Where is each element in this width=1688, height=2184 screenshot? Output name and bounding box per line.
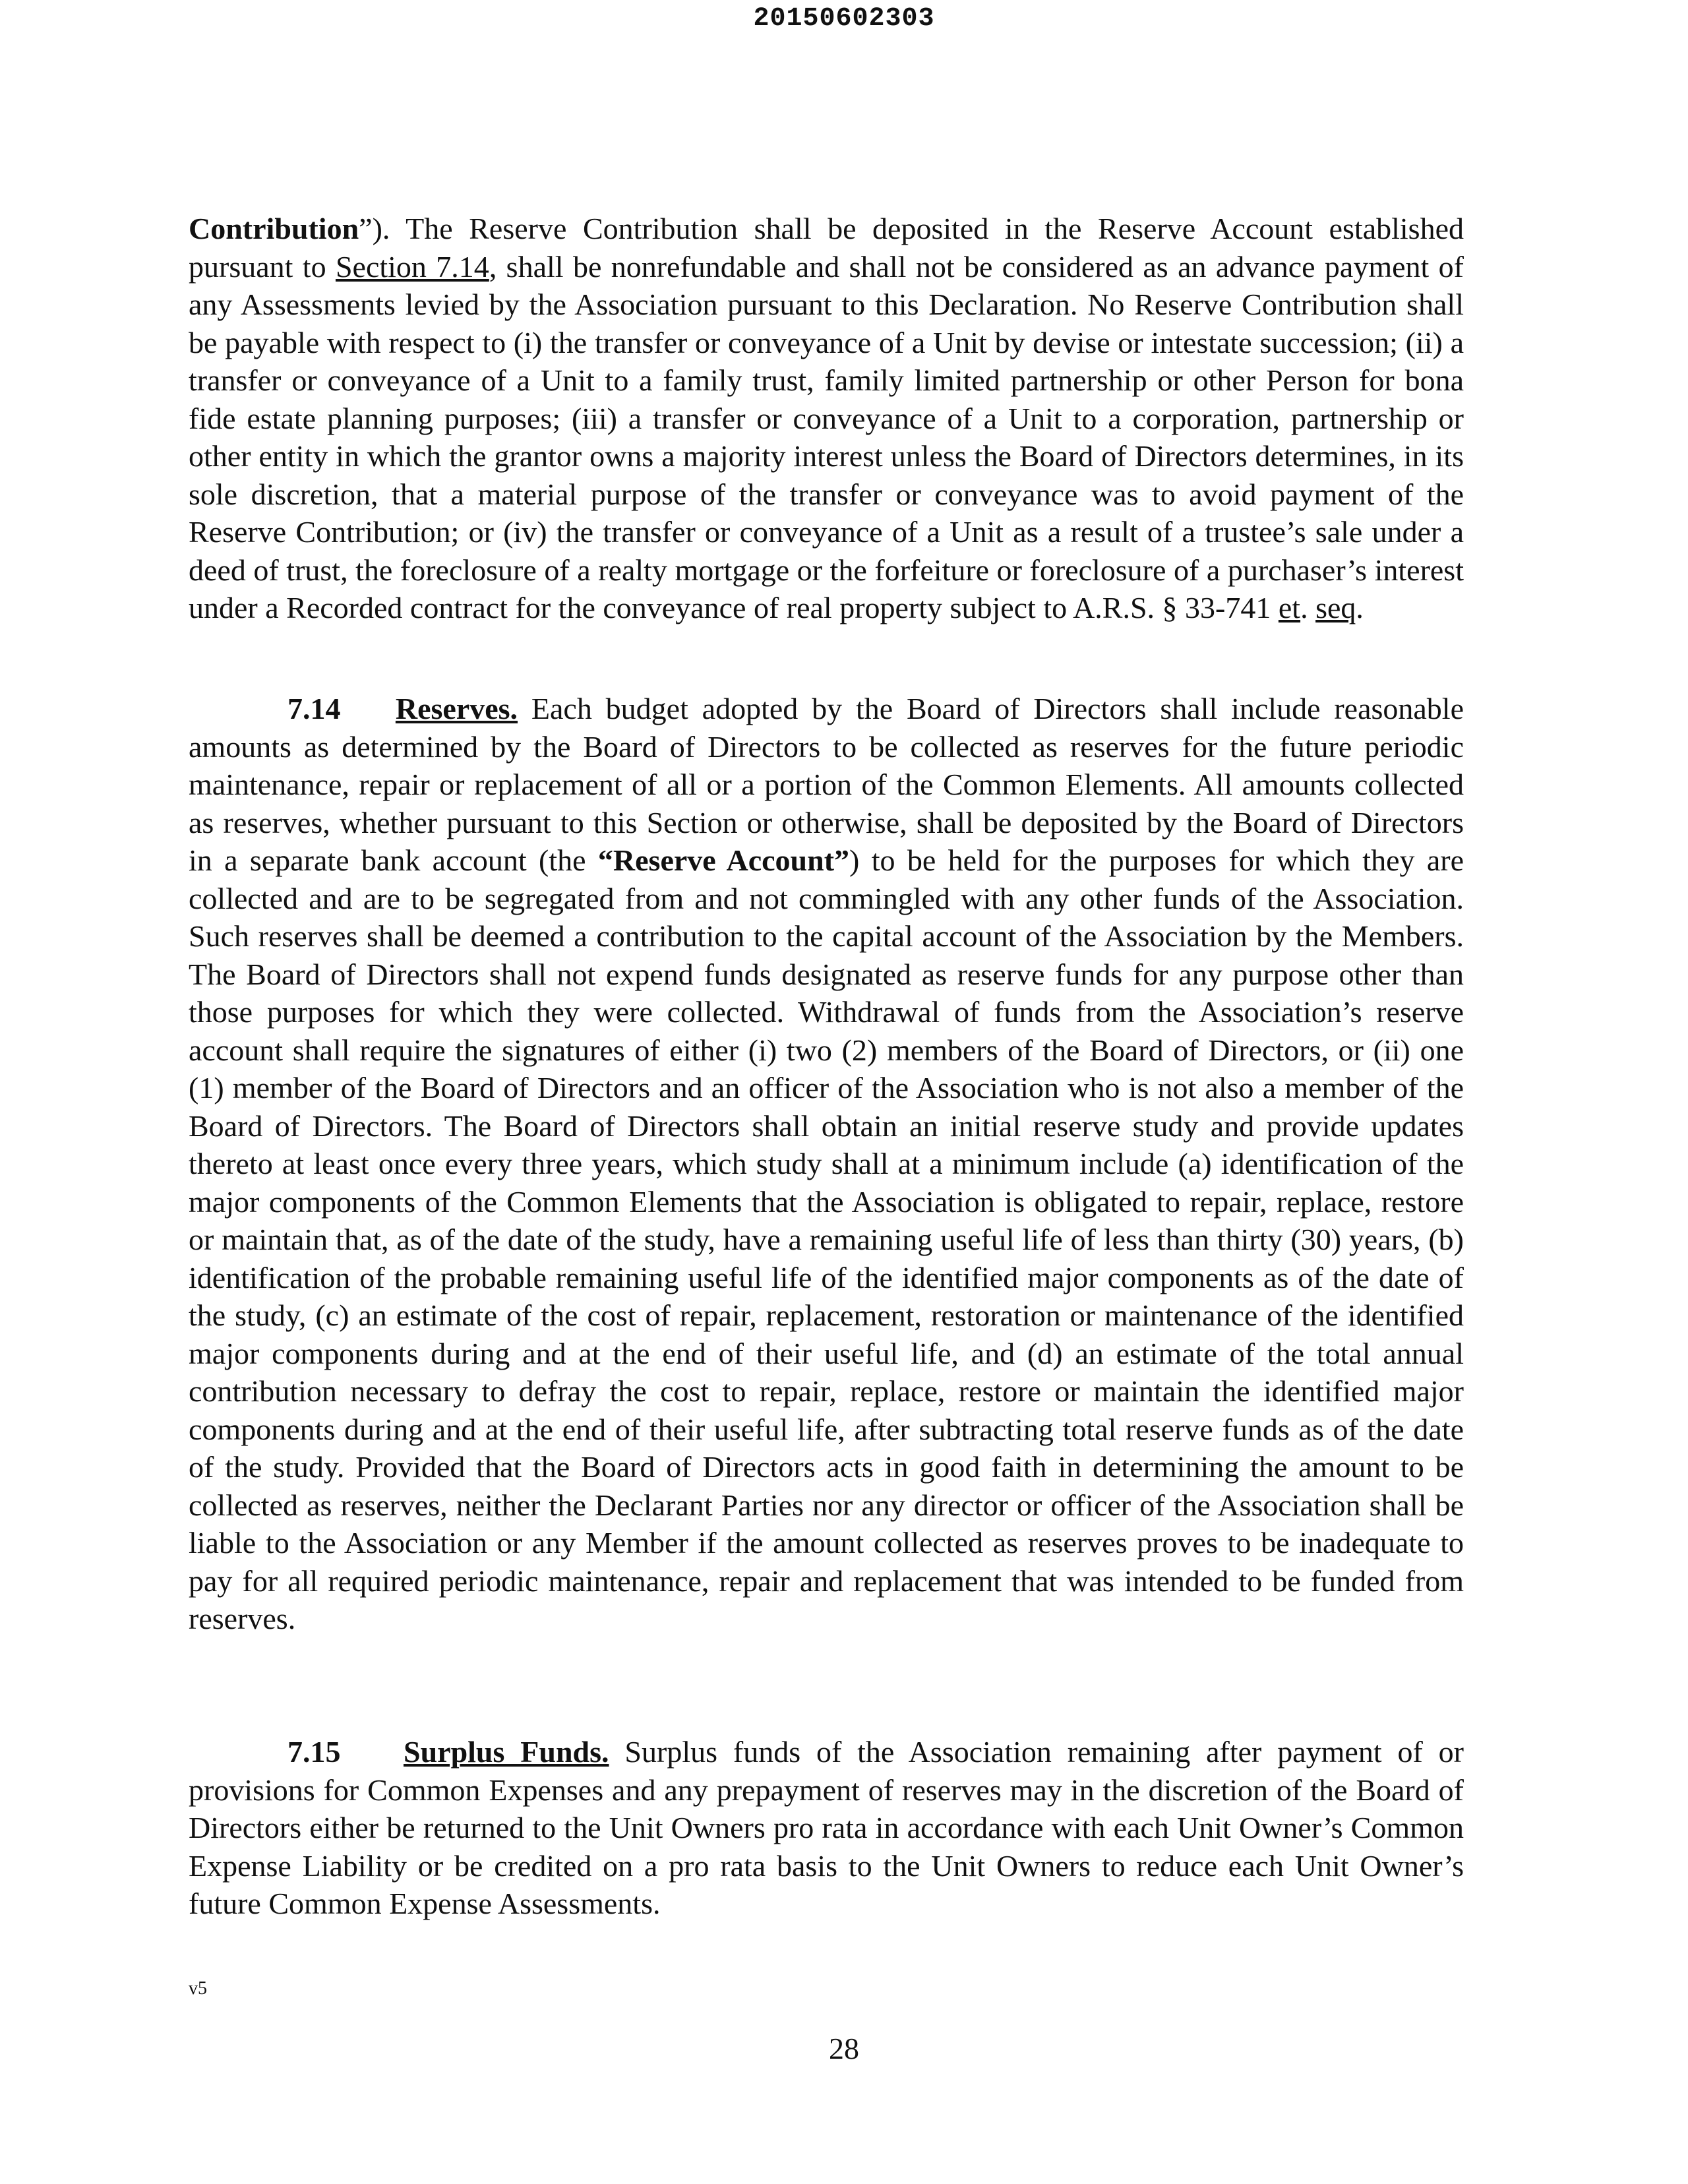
- paragraph-text: .: [1300, 591, 1316, 624]
- section-number: 7.15: [287, 1735, 341, 1769]
- continuation-paragraph: [189, 210, 1464, 627]
- section-text: Surplus funds of the Association remaining after payment of or provisions for Common Expenses and any prepayment of reserves may in the discretion of the Board of Directors either be returned to the Unit Owners pro rata in accordance with each Unit Owner’s Common Expense Liability or be credited on a pro rata basis to the Unit Owners to reduce each Unit Owner’s future Common Expense Assessments.: [189, 1735, 1464, 1920]
- section-number: 7.14: [287, 692, 341, 725]
- section-title: Surplus Funds.: [403, 1735, 609, 1769]
- document-number: 20150602303: [753, 4, 935, 34]
- defined-term-reserve-contribution: Contribution: [189, 212, 359, 245]
- version-label: v5: [189, 1978, 207, 1999]
- section-7-14: [189, 690, 1464, 1638]
- paragraph-text: , shall be nonrefundable and shall not be considered as an advance payment of any Assessments levied by the Association pursuant to this Declaration. No Reserve Contribution shall be payable with respect to (i) the transfer or conveyance of a Unit by devise or intestate succession; (ii) a transfer or conveyance of a Unit to a family trust, family limited partnership or other Person for bona fide estate planning purposes; (iii) a transfer or conveyance of a Unit to a corporation, partnership or other entity in which the grantor owns a majority interest unless the Board of Directors determines, in its sole discretion, that a material purpose of the transfer or conveyance was to avoid payment of the Reserve Contribution; or (iv) the transfer or conveyance of a Unit as a result of a trustee’s sale under a deed of trust, the foreclosure of a realty mortgage or the forfeiture or foreclosure of a purchaser’s interest under a Recorded contract for the conveyance of real property subject to A.R.S. § 33-741: [189, 249, 1464, 624]
- page-number: 28: [829, 2032, 859, 2065]
- section-text: ) to be held for the purposes for which they are collected and are to be segregated from and not commingled with any other funds of the Association. Such reserves shall be deemed a contribution to the capital account of the Association by the Members. The Board of Directors shall not expend funds designated as reserve funds for any purpose other than those purposes for which they were collected. Withdrawal of funds from the Association’s reserve account shall require the signatures of either (i) two (2) members of the Board of Directors, or (ii) one (1) member of the Board of Directors and an officer of the Association who is not also a member of the Board of Directors. The Board of Directors shall obtain an initial reserve study and provide updates thereto at least once every three years, which study shall at a minimum include (a) identification of the major components of the Common Elements that the Association is obligated to repair, replace, restore or maintain that, as of the date of the study, have a remaining useful life of less than thirty (30) years, (b) identification of the probable remaining useful life of the identified major components as of the date of the study, (c) an estimate of the cost of repair, replacement, restoration or maintenance of the identified major components during and at the end of their useful life, and (d) an estimate of the total annual contribution necessary to defray the cost to repair, replace, restore or maintain the identified major components during and at the end of their useful life, after subtracting total reserve funds as of the date of the study. Provided that the Board of Directors acts in good faith in determining the amount to be collected as reserves, neither the Declarant Parties nor any director or officer of the Association shall be liable to the Association or any Member if the amount collected as reserves proves to be inadequate to pay for all required periodic maintenance, repair and replacement that was intended to be funded from reserves.: [189, 843, 1464, 1635]
- section-reference-link[interactable]: Section 7.14: [335, 249, 489, 284]
- latin-seq: seq: [1315, 591, 1356, 624]
- paragraph-text: ”). The Reserve Contribution shall be deposited in the Reserve Account established pursuant to: [189, 212, 1464, 284]
- paragraph-text: .: [1356, 591, 1364, 624]
- section-title: Reserves.: [395, 692, 518, 725]
- section-7-15: [189, 1733, 1464, 1923]
- defined-term-reserve-account: “Reserve Account”: [597, 843, 850, 877]
- latin-et: et: [1278, 591, 1301, 624]
- section-text: Each budget adopted by the Board of Directors shall include reasonable amounts as determined by the Board of Directors to be collected as reserves for the future periodic maintenance, repair or replacement of all or a portion of the Common Elements. All amounts collected as reserves, whether pursuant to this Section or otherwise, shall be deposited by the Board of Directors in a separate bank account (the: [189, 692, 1464, 877]
